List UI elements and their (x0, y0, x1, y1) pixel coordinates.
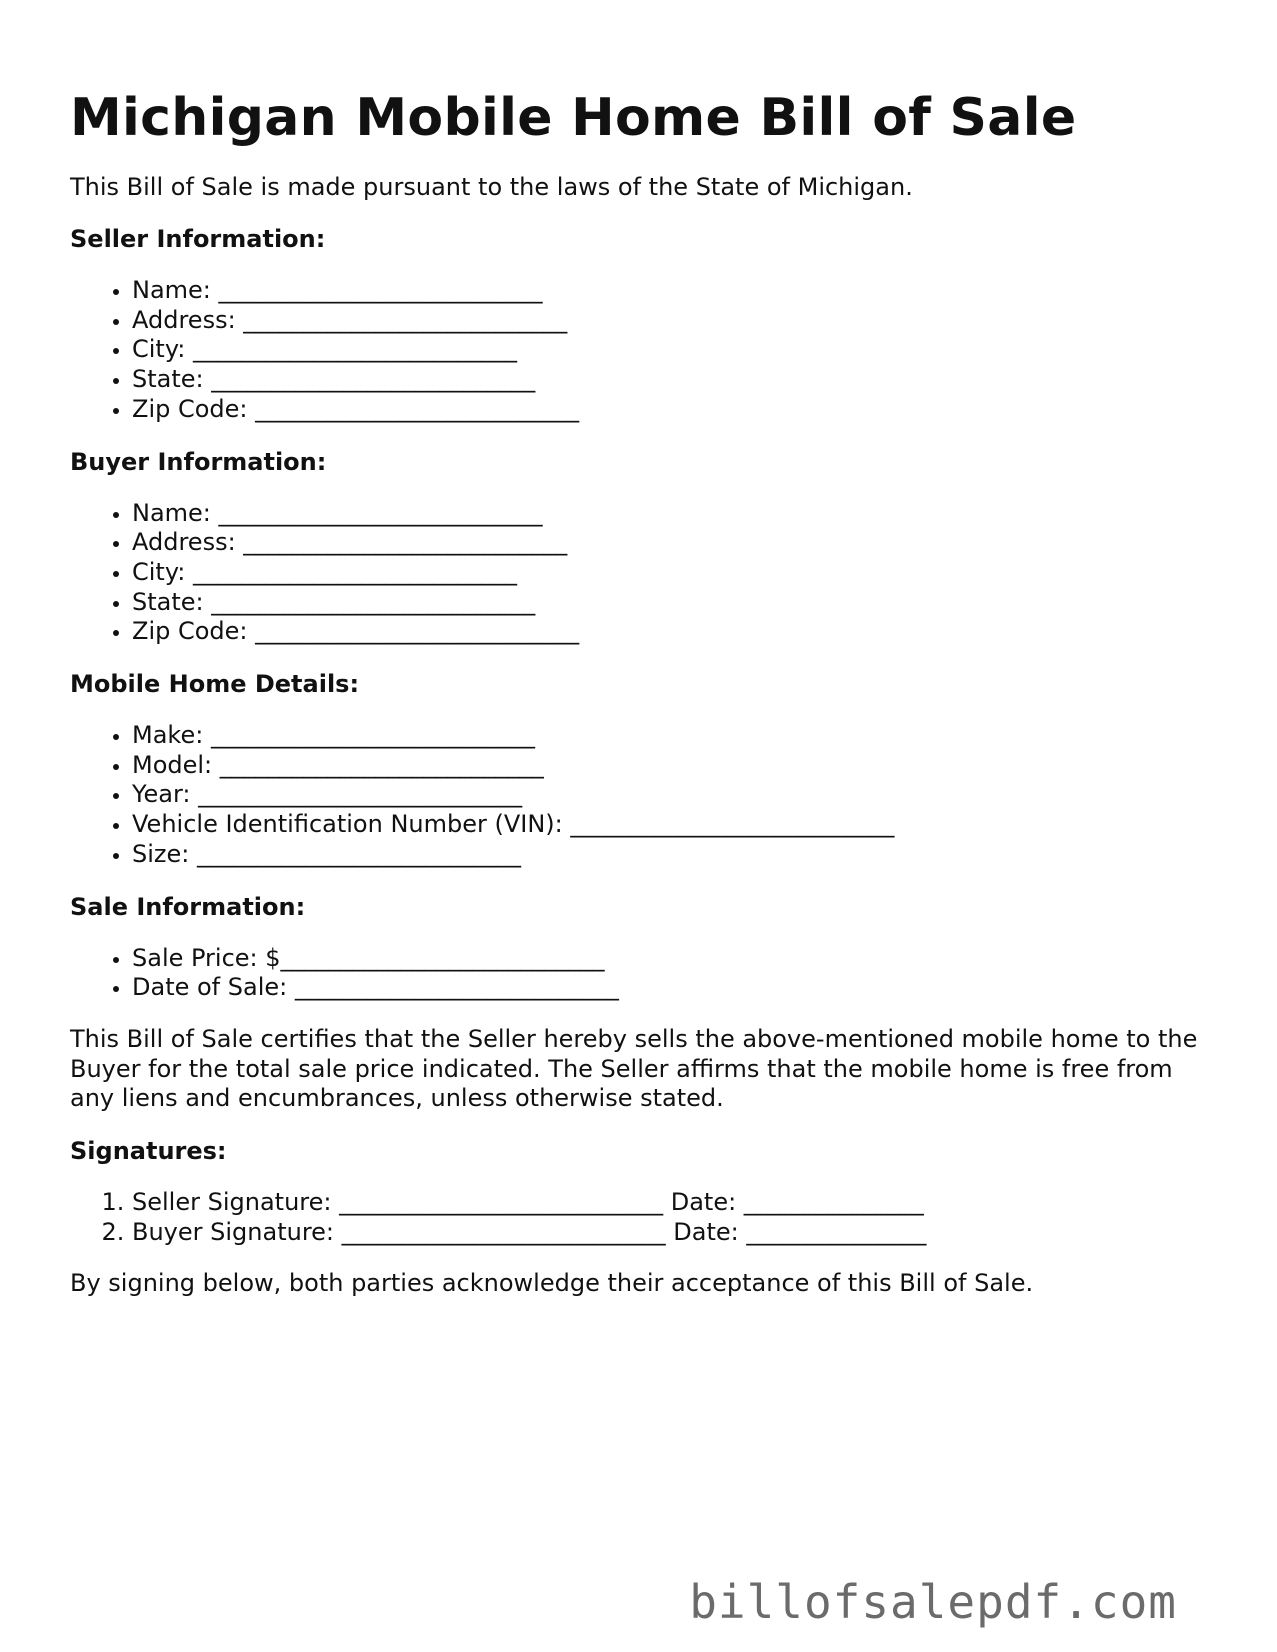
buyer-city-field: • City: ___________________________ (132, 558, 1220, 588)
watermark: billofsalepdf.com (689, 1575, 1177, 1629)
closing-paragraph: By signing below, both parties acknowledge their acceptance of this Bill of Sale. (70, 1269, 1034, 1298)
buyer-field-list (70, 499, 1220, 648)
sale-field-list (70, 944, 1220, 1003)
buyer-zip-field: • Zip Code: ___________________________ (132, 617, 1220, 647)
buyer-address-field: • Address: ___________________________ (132, 528, 1220, 558)
certification-paragraph: This Bill of Sale certifies that the Seller hereby sells the above-mentioned mobile home to the Buyer for the total sale price indicated. The Seller affirms that the mobile home is free from any liens and encumbrances, unless otherwise stated. (70, 1024, 1198, 1113)
vin-field: • Vehicle Identification Number (VIN): ___________________________ (132, 810, 1220, 840)
seller-signature-line: 1. Seller Signature: ___________________________ Date: _______________ (132, 1188, 1220, 1218)
document-page (70, 86, 1220, 1299)
year-field: • Year: ___________________________ (132, 780, 1220, 810)
seller-state-field: • State: ___________________________ (132, 365, 1220, 395)
mobile-home-heading: Mobile Home Details: (70, 670, 360, 699)
buyer-heading: Buyer Information: (70, 447, 327, 476)
sale-price-field: • Sale Price: $___________________________ (132, 944, 1220, 974)
signature-list (70, 1188, 1220, 1247)
sale-heading: Sale Information: (70, 892, 306, 921)
seller-heading: Seller Information: (70, 225, 326, 253)
date-of-sale-field: • Date of Sale: ___________________________ (132, 973, 1220, 1003)
seller-name-field: • Name: ___________________________ (132, 276, 1220, 306)
seller-zip-field: • Zip Code: ___________________________ (132, 395, 1220, 425)
seller-field-list (70, 276, 1220, 425)
mobile-home-field-list (70, 721, 1220, 870)
model-field: • Model: ___________________________ (132, 751, 1220, 781)
size-field: • Size: ___________________________ (132, 840, 1220, 870)
buyer-state-field: • State: ___________________________ (132, 588, 1220, 618)
buyer-signature-line: 2. Buyer Signature: ___________________________ Date: _______________ (132, 1218, 1220, 1248)
buyer-name-field: • Name: ___________________________ (132, 499, 1220, 529)
intro-paragraph: This Bill of Sale is made pursuant to the laws of the State of Michigan. (70, 173, 913, 201)
make-field: • Make: ___________________________ (132, 721, 1220, 751)
seller-city-field: • City: ___________________________ (132, 335, 1220, 365)
seller-address-field: • Address: ___________________________ (132, 306, 1220, 336)
document-title: Michigan Mobile Home Bill of Sale (70, 88, 1077, 148)
signatures-heading: Signatures: (70, 1137, 227, 1166)
